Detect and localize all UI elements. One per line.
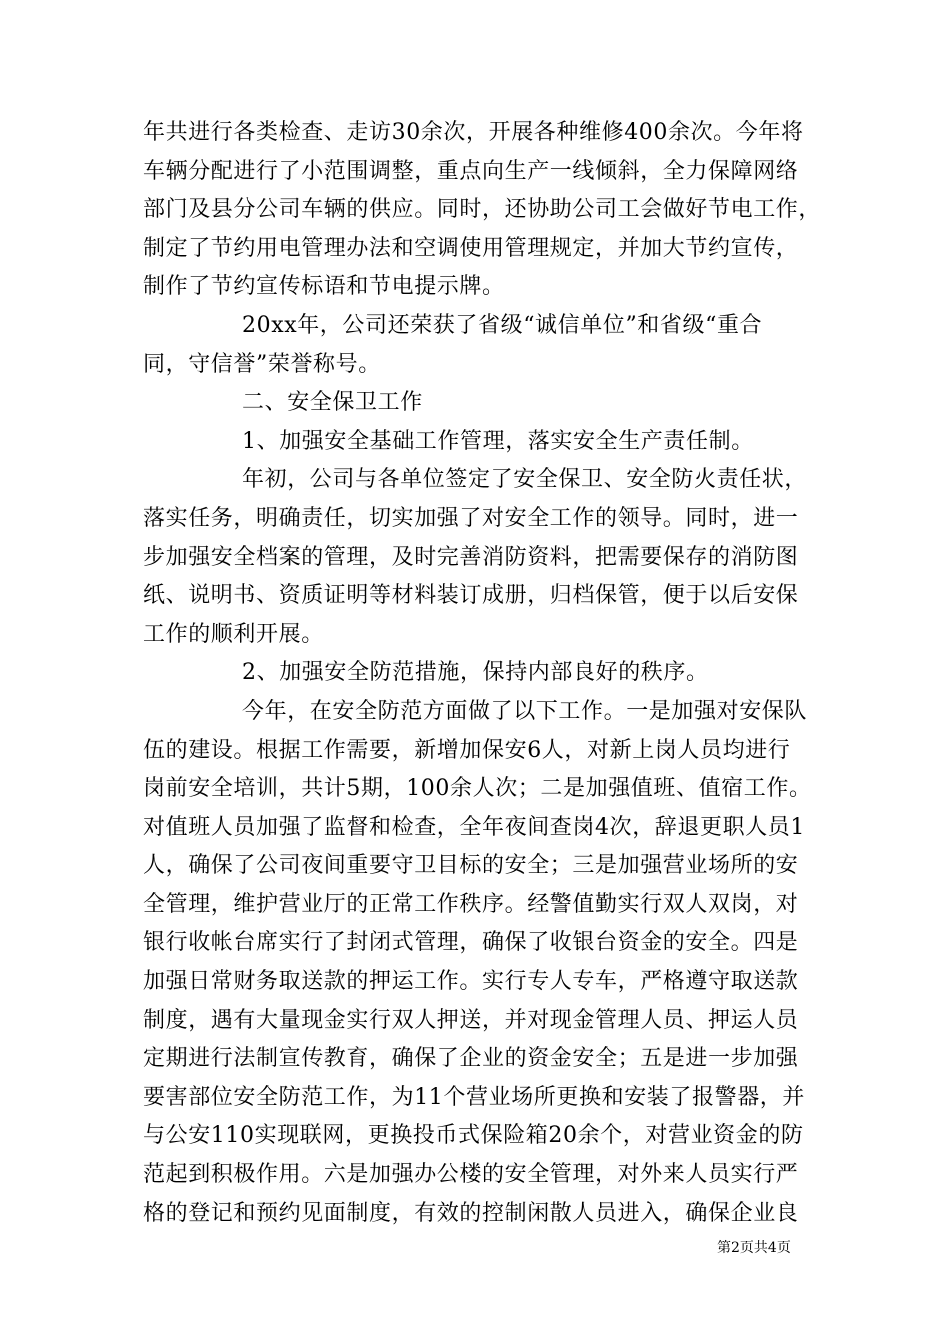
text-line: 落实任务，明确责任，切实加强了对安全工作的领导。同时，进一 <box>143 505 799 531</box>
text-line: 步加强安全档案的管理，及时完善消防资料，把需要保存的消防图 <box>143 544 799 570</box>
document-body <box>143 114 843 1233</box>
text-line: 与公安110实现联网，更换投币式保险箱20余个，对营业资金的防 <box>143 1123 804 1149</box>
text-line: 制作了节约宣传标语和节电提示牌。 <box>143 274 505 300</box>
text-line: 同，守信誉”荣誉称号。 <box>143 351 381 377</box>
text-line: 银行收帐台席实行了封闭式管理，确保了收银台资金的安全。四是 <box>143 930 799 956</box>
text-line: 人，确保了公司夜间重要守卫目标的安全；三是加强营业场所的安 <box>143 853 799 879</box>
text-line: 格的登记和预约见面制度，有效的控制闲散人员进入，确保企业良 <box>143 1200 799 1226</box>
text-line: 全管理，维护营业厅的正常工作秩序。经警值勤实行双人双岗，对 <box>143 891 799 917</box>
paragraph-start-line: 今年，在安全防范方面做了以下工作。一是加强对安保队 <box>242 698 808 724</box>
subsection-heading: 2、加强安全防范措施，保持内部良好的秩序。 <box>242 660 709 686</box>
text-line: 要害部位安全防范工作，为11个营业场所更换和安装了报警器，并 <box>143 1084 805 1110</box>
text-line: 定期进行法制宣传教育，确保了企业的资金安全；五是进一步加强 <box>143 1046 799 1072</box>
page-number-footer: 第2页共4页 <box>717 1240 791 1256</box>
text-line: 对值班人员加强了监督和检查，全年夜间查岗4次，辞退更职人员1 <box>143 814 805 840</box>
subsection-heading: 1、加强安全基础工作管理，落实安全生产责任制。 <box>242 428 754 454</box>
text-line: 年共进行各类检查、走访30余次，开展各种维修400余次。今年将 <box>143 120 804 145</box>
paragraph-start-line: 年初，公司与各单位签定了安全保卫、安全防火责任状， <box>242 467 808 493</box>
text-line: 伍的建设。根据工作需要，新增加保安6人，对新上岗人员均进行 <box>143 737 791 763</box>
text-line: 工作的顺利开展。 <box>143 621 324 647</box>
paragraph-start-line: 20xx年，公司还荣获了省级“诚信单位”和省级“重合 <box>242 312 763 338</box>
text-line: 制度，遇有大量现金实行双人押送，并对现金管理人员、押运人员 <box>143 1007 799 1033</box>
text-line: 岗前安全培训，共计5期，100余人次；二是加强值班、值宿工作。 <box>143 776 812 802</box>
text-line: 部门及县分公司车辆的供应。同时，还协助公司工会做好节电工作， <box>143 197 822 223</box>
text-line: 范起到积极作用。六是加强办公楼的安全管理，对外来人员实行严 <box>143 1162 799 1188</box>
section-heading: 二、安全保卫工作 <box>242 390 423 416</box>
text-line: 加强日常财务取送款的押运工作。实行专人专车，严格遵守取送款 <box>143 969 799 995</box>
text-line: 制定了节约用电管理办法和空调使用管理规定，并加大节约宣传， <box>143 235 799 261</box>
text-line: 车辆分配进行了小范围调整，重点向生产一线倾斜，全力保障网络 <box>143 158 799 184</box>
text-line: 纸、说明书、资质证明等材料装订成册，归档保管，便于以后安保 <box>143 583 799 609</box>
